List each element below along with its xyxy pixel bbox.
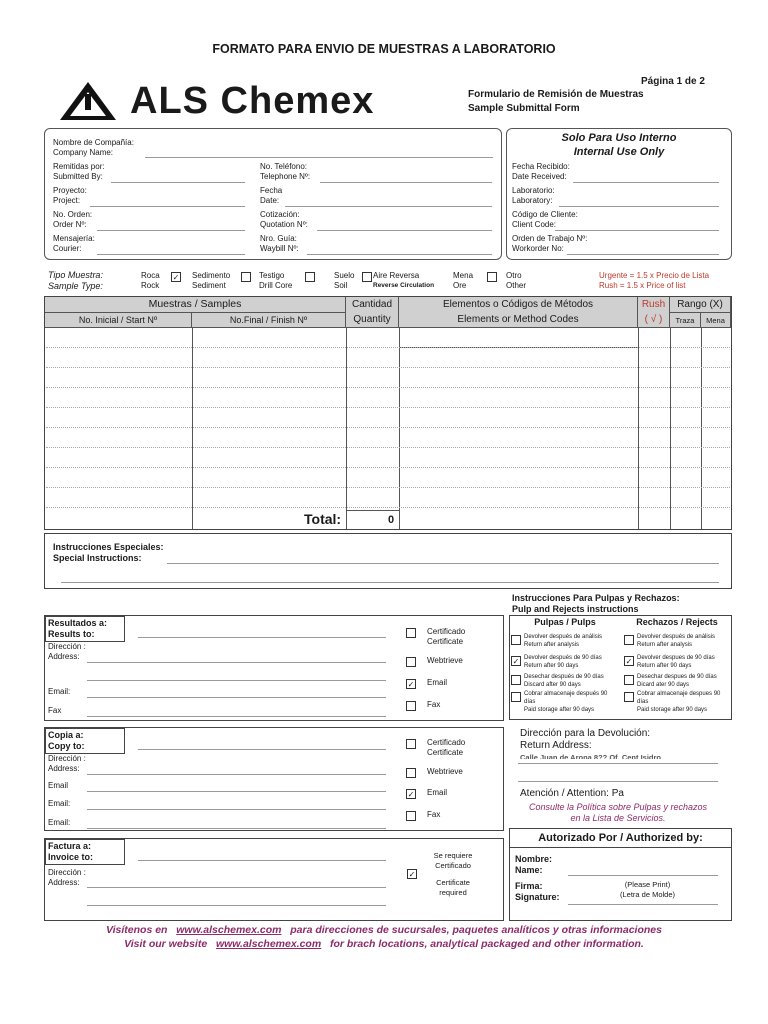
authorized-title: Autorizado Por / Authorized by: [538, 832, 703, 844]
sample-type-label: Tipo Muestra: Sample Type: [48, 270, 103, 291]
logo-mark-text: ALS [77, 110, 91, 117]
header-samples: Muestras / Samples [45, 297, 346, 313]
client-code-field[interactable] [555, 230, 719, 231]
als-logo [58, 80, 438, 122]
special-label: Instrucciones Especiales: Special Instructions: [53, 542, 164, 563]
pulps-checkbox-2[interactable] [511, 675, 521, 685]
special-field-2[interactable] [61, 582, 719, 583]
sample-type-5: Mena Ore [453, 271, 474, 290]
rejects-checkbox-1[interactable]: ✓ [625, 657, 633, 666]
results-box [44, 615, 504, 721]
special-instructions-box [44, 533, 732, 589]
sample-type-checkbox[interactable] [305, 272, 315, 282]
return-address-field-2[interactable] [518, 781, 718, 782]
received-field[interactable] [573, 182, 719, 183]
project-field[interactable] [90, 206, 245, 207]
client-code-label: Código de Cliente: Client Code: [512, 210, 578, 229]
internal-title: Solo Para Uso Interno Internal Use Only [561, 132, 677, 158]
pulps-option-0: Devolver después de análisis Return after analysis [524, 634, 603, 648]
copy-email2-field[interactable] [87, 809, 386, 810]
quotation-label: Cotización: Quotation Nº: [260, 210, 308, 229]
table-row[interactable] [46, 407, 730, 408]
results-checkbox-2[interactable]: ✓ [407, 680, 415, 689]
workorder-label: Orden de Trabajo Nº: Workorder No: [512, 234, 588, 253]
company-box [44, 128, 502, 260]
received-label: Fecha Recibido: Date Received: [512, 162, 570, 181]
samples-table [44, 296, 732, 530]
rejects-option-1: Devolver despues de 90 días Return after 90 days [637, 655, 715, 669]
authorized-box [509, 828, 732, 921]
pulps-option-3: Cobrar almacenaje después 90 días Paid storage after 90 days [524, 691, 608, 713]
sample-type-2: Testigo Drill Core [259, 271, 293, 290]
special-field-1[interactable] [167, 563, 719, 564]
total-label: Total: [304, 511, 342, 527]
sample-type-6: Otro Other [506, 271, 527, 290]
table-row[interactable] [46, 387, 730, 388]
header-ore: Mena [701, 313, 731, 328]
rejects-checkbox-3[interactable] [624, 692, 634, 702]
copy-email3-label: Email: [48, 818, 71, 827]
submitted-label: Remitidas por: Submitted By: [53, 162, 105, 181]
rejects-checkbox-2[interactable] [624, 675, 634, 685]
auth-name-field[interactable] [568, 875, 718, 876]
results-checkbox-0[interactable] [406, 628, 416, 638]
invoice-box [44, 838, 504, 921]
results-option-1: Webtrieve [427, 656, 463, 665]
copy-address-label: Dirección : Address: [48, 754, 86, 773]
logo-brand: ALS Chemex [130, 80, 375, 122]
pulps-option-2: Desechar después de 90 días Discard after 90 days [524, 674, 604, 688]
header-trace: Traza [670, 313, 701, 328]
header-finish: No.Final / Finish Nº [192, 313, 346, 328]
project-label: Proyecto: Project: [53, 186, 87, 205]
pulps-checkbox-0[interactable] [511, 635, 521, 645]
copy-box [44, 727, 504, 831]
rejects-option-2: Desechar despues de 90 días Dicard ater 90 days [637, 674, 717, 688]
laboratory-label: Laboratorio: Laboratory: [512, 186, 555, 205]
total-value: 0 [388, 514, 395, 526]
copy-title: Copia a: Copy to: [45, 728, 125, 754]
attention-label: Atención / Attention: Pa [520, 788, 624, 799]
auth-signature-field[interactable] [568, 904, 718, 905]
copy-option-1: Webtrieve [427, 767, 463, 776]
doc-title: FORMATO PARA ENVIO DE MUESTRAS A LABORATORIO [212, 42, 556, 56]
sample-type-3: Suelo Soil [334, 271, 355, 290]
invoice-option-2: Certificate required [436, 878, 470, 897]
date-label: Fecha Date: [260, 186, 283, 205]
company-name-field[interactable] [145, 157, 493, 158]
company-name-label: Nombre de Compañía: Company Name: [53, 138, 134, 157]
copy-option-2: Email [427, 788, 448, 797]
sample-type-1: Sedimento Sediment [192, 271, 231, 290]
invoice-certificate-checkbox[interactable]: ✓ [408, 870, 416, 879]
results-option-3: Fax [427, 700, 441, 709]
auth-name-label: Nombre: Name: [515, 854, 553, 875]
results-address-field-2[interactable] [87, 680, 386, 681]
website-link-1[interactable]: www.alschemex.com [176, 924, 282, 936]
header-range: Rango (X) [670, 297, 731, 313]
phone-label: No. Teléfono: Telephone Nº: [260, 162, 311, 181]
invoice-title: Factura a: Invoice to: [45, 839, 125, 865]
results-title: Resultados a: Results to: [45, 616, 125, 642]
invoice-address-field-2[interactable] [87, 905, 386, 906]
table-row[interactable] [46, 507, 730, 508]
header-quantity: Cantidad Quantity [346, 297, 399, 328]
copy-checkbox-3[interactable] [406, 811, 416, 821]
results-checkbox-1[interactable] [406, 657, 416, 667]
sample-type-checkbox[interactable] [362, 272, 372, 282]
table-row[interactable] [46, 347, 730, 348]
pulps-checkbox-3[interactable] [511, 692, 521, 702]
table-row[interactable] [46, 367, 730, 368]
results-fax-label: Fax [48, 706, 62, 715]
pulps-checkbox-1[interactable]: ✓ [512, 657, 520, 666]
footer-line-2: Visit our website www.alschemex.com for brach locations, analytical packaged and other information. [124, 938, 644, 950]
invoice-option-1: Se requiere Certificado [433, 851, 473, 870]
header-start: No. Inicial / Start Nº [45, 313, 192, 328]
sample-type-4: Aire Reversa Reverse Circulation [373, 271, 435, 289]
return-address-field-1[interactable] [518, 763, 718, 764]
form-title-es: Formulario de Remisión de Muestras [468, 89, 644, 100]
results-address-field-1[interactable] [87, 662, 386, 663]
results-address-label: Dirección : Address: [48, 642, 86, 661]
results-fax-field[interactable] [87, 716, 386, 717]
order-field[interactable] [97, 230, 245, 231]
pulps-option-1: Devolver después de 90 días Return after 90 days [524, 655, 602, 669]
laboratory-field[interactable] [559, 206, 719, 207]
results-option-0: Certificado Certificate [427, 627, 466, 646]
header-rush: Rush ( √ ) [638, 297, 670, 328]
invoice-address-field-1[interactable] [87, 887, 386, 888]
rejects-option-0: Devolver después de análisis Return after analysis [637, 634, 716, 648]
workorder-field[interactable] [567, 254, 719, 255]
quotation-field[interactable] [317, 230, 492, 231]
phone-field[interactable] [320, 182, 492, 183]
copy-email1-field[interactable] [87, 791, 386, 792]
copy-address-field-1[interactable] [87, 774, 386, 775]
date-field[interactable] [285, 206, 492, 207]
courier-field[interactable] [97, 254, 245, 255]
copy-option-0: Certificado Certificate [427, 738, 466, 757]
submitted-field[interactable] [111, 182, 245, 183]
copy-checkbox-1[interactable] [406, 768, 416, 778]
results-option-2: Email [427, 678, 448, 687]
rush-note: Urgente = 1.5 x Precio de Lista Rush = 1.5 x Price of list [599, 271, 710, 290]
sample-type-checkbox[interactable] [487, 272, 497, 282]
sample-type-0: Roca Rock [141, 271, 160, 290]
table-row[interactable] [46, 447, 730, 448]
copy-email2-label: Email: [48, 799, 71, 808]
return-address-text: Calle Juan de Arona 8?? Of. Cent Isidro [520, 753, 661, 759]
return-address-label: Dirección para la Devolución: Return Address: [520, 728, 651, 751]
results-name-field[interactable] [138, 637, 386, 638]
internal-use-box [506, 128, 732, 260]
invoice-address-label: Dirección : Address: [48, 868, 86, 887]
copy-option-3: Fax [427, 810, 441, 819]
auth-signature-label: Firma: Signature: [515, 881, 560, 902]
auth-print-note: (Please Print) (Letra de Molde) [620, 880, 676, 899]
sample-type-checkbox[interactable]: ✓ [172, 273, 180, 282]
table-row[interactable] [46, 467, 730, 468]
order-label: No. Orden: Order Nº: [53, 210, 93, 229]
sample-type-checkbox[interactable] [241, 272, 251, 282]
table-row[interactable] [46, 487, 730, 488]
form-title-en: Sample Submittal Form [468, 103, 580, 114]
header-elements: Elementos o Códigos de Métodos Elements or Method Codes [399, 297, 638, 328]
pulp-instructions-title: Instrucciones Para Pulpas y Rechazos: Pulp and Rejects instructions [512, 593, 680, 614]
waybill-label: Nro. Guía: Waybill Nº: [260, 234, 299, 253]
table-row[interactable] [46, 427, 730, 428]
rejects-option-3: Cobrar almacenaje despues 90 días Paid storage after 90 days [637, 691, 721, 713]
copy-checkbox-0[interactable] [406, 739, 416, 749]
waybill-field[interactable] [307, 254, 492, 255]
results-email-field[interactable] [87, 697, 386, 698]
footer-line-1: Visítenos en www.alschemex.com para direcciones de sucursales, paquetes analíticos y otras informaciones [106, 924, 662, 936]
page-number: Página 1 de 2 [641, 76, 705, 87]
copy-email3-field[interactable] [87, 828, 386, 829]
website-link-2[interactable]: www.alschemex.com [215, 938, 322, 950]
policy-note: Consulte la Política sobre Pulpas y rechazos en la Lista de Servicios. [528, 802, 708, 823]
pulps-rejects-box [509, 615, 732, 720]
invoice-name-field[interactable] [138, 860, 386, 861]
copy-name-field[interactable] [138, 749, 386, 750]
copy-checkbox-2[interactable]: ✓ [407, 790, 415, 799]
copy-email1-label: Email [48, 781, 69, 790]
results-checkbox-3[interactable] [406, 701, 416, 711]
results-email-label: Email: [48, 687, 71, 696]
courier-label: Mensajería: Courier: [53, 234, 95, 253]
rejects-header: Rechazos / Rejects [636, 617, 718, 627]
pulps-header: Pulpas / Pulps [534, 617, 596, 627]
rejects-checkbox-0[interactable] [624, 635, 634, 645]
